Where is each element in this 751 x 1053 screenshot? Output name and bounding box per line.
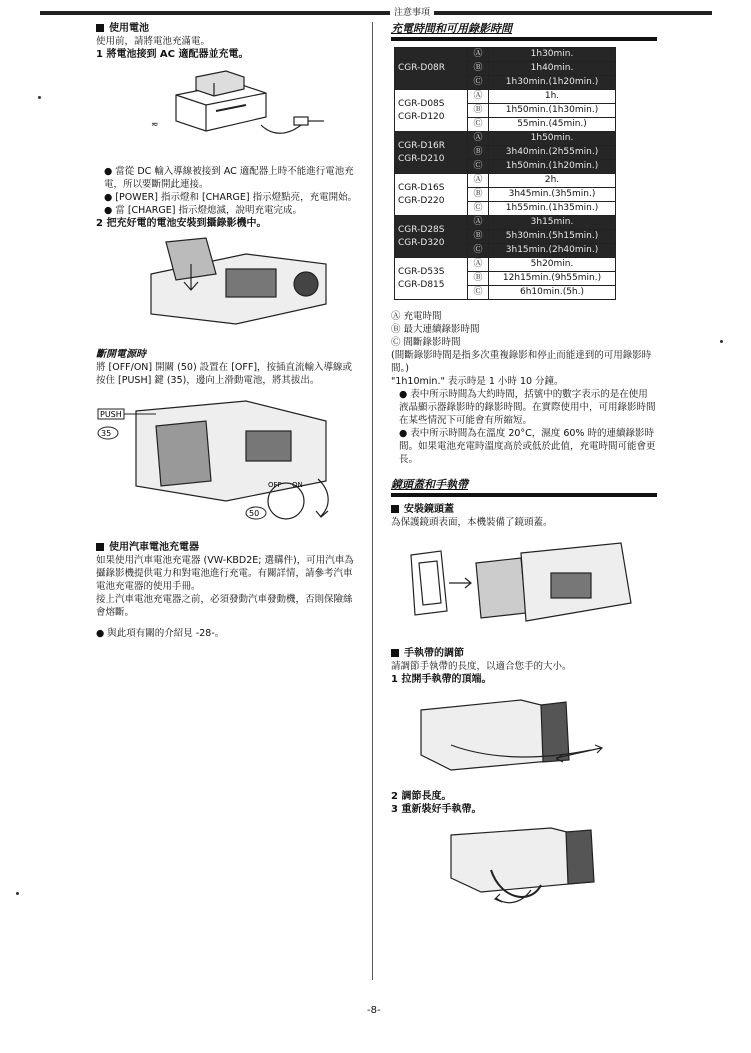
battery-bullet: ● 當 [CHARGE] 指示燈熄滅，說明充電完成。 [104,205,303,216]
table-row [395,90,616,104]
battery-heading: 使用電池 [96,22,358,35]
battery-intro: 使用前，請將電池充滿電。 [96,36,211,47]
battery-time-table [394,47,616,300]
battery-model-cell [395,48,468,90]
battery-bullet: ● 當從 DC 輸入導線被接到 AC 適配器上時不能進行電池充電，所以要斷開此連接。 [104,166,354,190]
battery-model: CGR-D16R [398,140,446,151]
table-row [395,216,616,230]
time-type-letter: Ⓐ [468,174,489,188]
battery-model: CGR-D210 [398,153,445,164]
callout-50: 50 [249,509,260,518]
scan-mark [38,96,41,99]
scan-mark [16,892,19,895]
remove-heading: 斷開電源時 [96,349,146,360]
battery-model: CGR-D16S [398,182,445,193]
time-type-letter: Ⓒ [468,286,489,300]
switch-off-label: OFF [268,481,282,489]
car-note: 接上汽車電池充電器之前，必須發動汽車發動機，否則保險絲會熔斷。 [96,594,353,618]
battery-model-cell [395,216,468,258]
grip-step1: 1 拉開手執帶的頂端。 [391,674,492,685]
lens-heading: 安裝鏡頭蓋 [391,503,657,516]
time-value: 2h. [489,174,616,188]
time-value: 3h15min.(2h40min.) [489,244,616,258]
car-ref: ● 與此項有關的介紹見 -28-。 [96,628,225,639]
time-value: 6h10min.(5h.) [489,286,616,300]
time-type-letter: Ⓒ [468,160,489,174]
battery-model: CGR-D08R [398,63,446,73]
legend-line: Ⓑ 最大連續錄影時間 [391,324,480,335]
time-type-letter: Ⓑ [468,230,489,244]
time-value: 5h20min. [489,258,616,272]
square-bullet-icon [391,505,399,513]
car-charger-section [96,541,358,640]
lens-text: 為保護鏡頭表面，本機裝備了鏡頭蓋。 [391,517,553,528]
legend-line: ● 表中所示時間為在溫度 20°C，濕度 60% 時的連續錄影時間。如果電池充電時溫度高於或低於此值，充電時間可能會更長。 [399,428,656,465]
battery-model-cell [395,132,468,174]
battery-model: CGR-D815 [398,279,445,290]
time-type-letter: Ⓑ [468,146,489,160]
dc-symbol: ≂ [151,120,159,130]
car-text: 如果使用汽車電池充電器 (VW-KBD2E; 選購件)，可用汽車為攝錄影機提供電力和對電池進行充電。有關詳情，請參考汽車電池充電器的使用手冊。 [96,555,354,592]
table-row [395,258,616,272]
time-type-letter: Ⓐ [468,132,489,146]
table-legend [391,310,657,466]
top-rule [40,8,712,18]
legend-line: Ⓐ 充電時間 [391,311,442,322]
car-heading: 使用汽車電池充電器 [96,541,358,554]
time-type-letter: Ⓒ [468,118,489,132]
lens-hood-illustration [391,533,657,633]
table-row [395,174,616,188]
callout-35: 35 [101,429,112,438]
battery-model-cell [395,174,468,216]
time-type-letter: Ⓑ [468,188,489,202]
battery-model: CGR-D28S [398,224,445,235]
remove-text: 將 [OFF/ON] 開關 (50) 設置在 [OFF]，按插直流輸入導線或按住 [PUSH] 鍵 (35)，邊向上滑動電池，將其拔出。 [96,362,353,386]
grip-heading: 手執帶的調節 [391,647,657,660]
time-type-letter: Ⓒ [468,202,489,216]
battery-model: CGR-D08S [398,98,445,109]
battery-model: CGR-D120 [398,111,445,122]
time-value: 1h50min.(1h30min.) [489,104,616,118]
charger-illustration [96,65,358,155]
legend-line: Ⓒ 間斷錄影時間 [391,337,461,348]
legend-line: ● 表中所示時間為大約時間，括號中的數字表示的是在使用液晶顯示器錄影時的錄影時間。在實際使用中，可用錄影時間在某些情況下可能會有所縮短。 [399,389,656,426]
table-row [395,132,616,146]
time-value: 3h45min.(3h5min.) [489,188,616,202]
header-label: 注意事項 [390,5,434,18]
switch-on-label: ON [292,481,303,489]
grip-step2: 2 調節長度。 [391,791,452,802]
battery-model: CGR-D53S [398,266,445,277]
battery-step1: 1 將電池接到 AC 適配器並充電。 [96,49,249,60]
time-value: 1h55min.(1h35min.) [489,202,616,216]
time-type-letter: Ⓑ [468,62,489,76]
remove-section [96,348,358,541]
time-type-letter: Ⓐ [468,90,489,104]
battery-removal-illustration [96,391,358,531]
battery-model: CGR-D220 [398,195,445,206]
time-value: 3h40min.(2h55min.) [489,146,616,160]
legend-line: "1h10min." 表示時是 1 小時 10 分鐘。 [391,376,564,387]
camcorder-battery-illustration [96,234,358,334]
time-value: 1h40min. [489,62,616,76]
push-label: PUSH [100,410,122,419]
time-type-letter: Ⓒ [468,76,489,90]
battery-model: CGR-D320 [398,237,445,248]
time-value: 12h15min.(9h55min.) [489,272,616,286]
time-type-letter: Ⓒ [468,244,489,258]
grip-fasten-illustration [391,820,657,910]
time-type-letter: Ⓑ [468,104,489,118]
square-bullet-icon [96,543,104,551]
battery-model-cell [395,258,468,300]
table-row [395,48,616,62]
legend-line: (間斷錄影時間是指多次重複錄影和停止而能達到的可用錄影時間。) [391,350,652,374]
grip-text: 請調節手執帶的長度，以適合您手的大小。 [391,661,572,672]
left-column [96,22,358,640]
battery-step2: 2 把充好電的電池安裝到攝錄影機中。 [96,218,267,229]
time-value: 55min.(45min.) [489,118,616,132]
time-value: 3h15min. [489,216,616,230]
column-divider [372,22,373,980]
scan-mark [720,340,723,343]
square-bullet-icon [391,649,399,657]
lens-section-title: 鏡頭蓋和手執帶 [391,478,657,497]
time-type-letter: Ⓐ [468,216,489,230]
page-number: -8- [367,1005,381,1016]
time-value: 1h30min.(1h20min.) [489,76,616,90]
grip-step3: 3 重新裝好手執帶。 [391,804,482,815]
battery-model-cell [395,90,468,132]
time-type-letter: Ⓐ [468,258,489,272]
time-value: 1h30min. [489,48,616,62]
battery-section [96,22,358,344]
time-value: 1h. [489,90,616,104]
time-value: 5h30min.(5h15min.) [489,230,616,244]
battery-bullet: ● [POWER] 指示燈和 [CHARGE] 指示燈點亮，充電開始。 [104,192,358,203]
time-value: 1h50min. [489,132,616,146]
time-value: 1h50min.(1h20min.) [489,160,616,174]
time-type-letter: Ⓐ [468,48,489,62]
grip-belt-illustration [391,690,657,780]
table-section-title: 充電時間和可用錄影時間 [391,22,657,41]
right-column [391,22,657,920]
time-type-letter: Ⓑ [468,272,489,286]
square-bullet-icon [96,24,104,32]
